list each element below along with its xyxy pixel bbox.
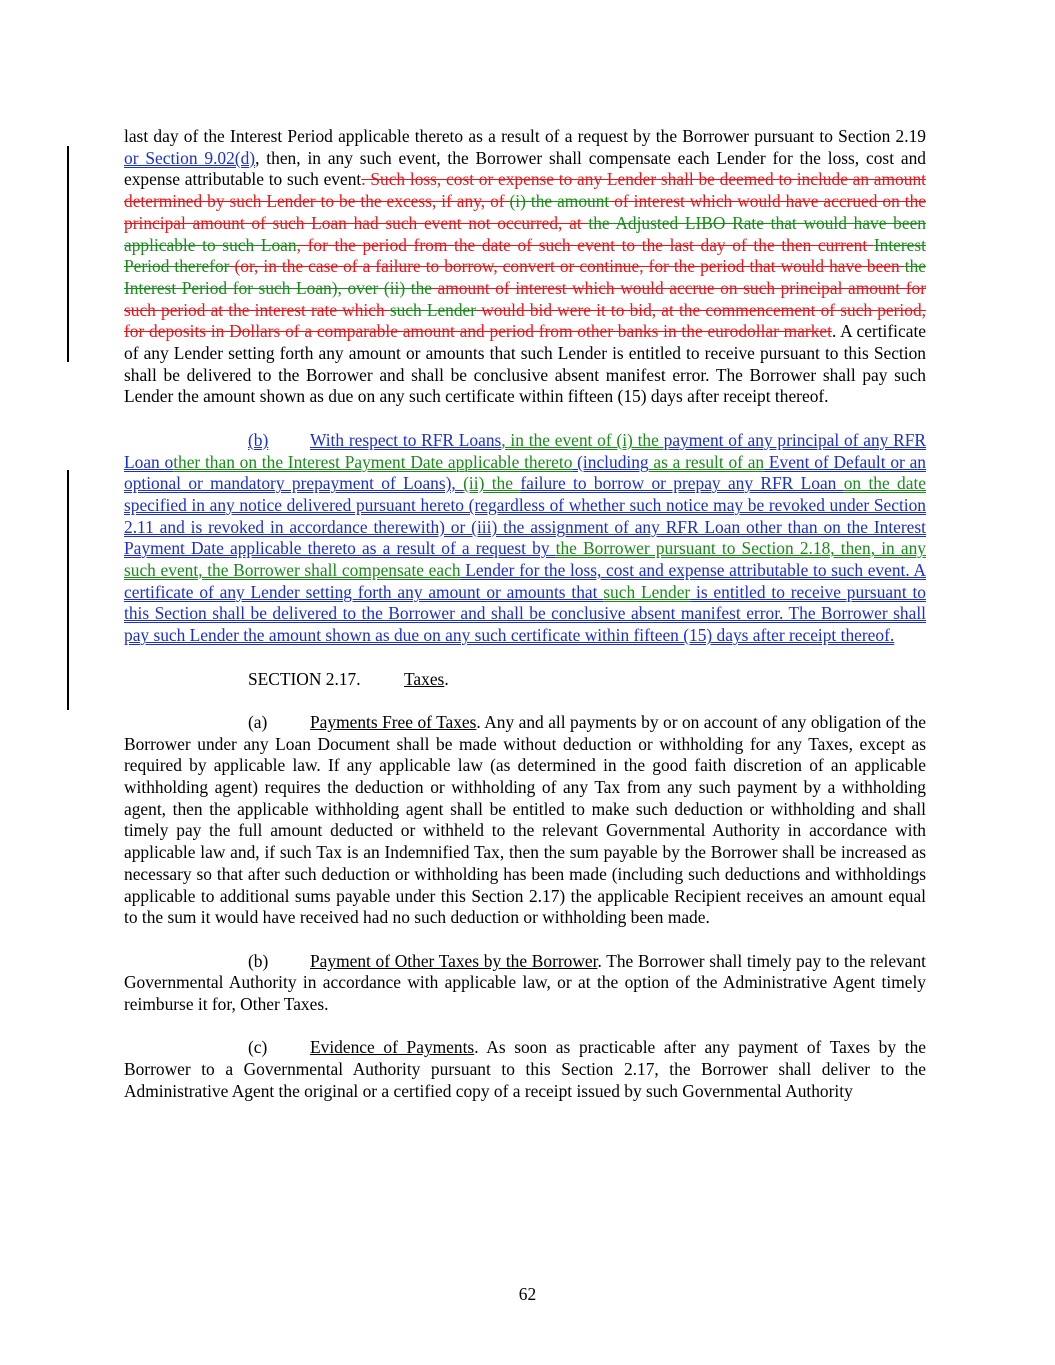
paragraph-a: (a) Payments Free of Taxes. Any and all payments by or on account of any obligation of the Borrower under any Loan Document shall be made without deduction or withholding for any Taxes, except as required by applicable law. If any applicable law (as determined in the good faith discretion of an applicable withholding agent) requires the deduction or withholding of any Tax from any such payment by a withholding agent, then the applicable withholding agent shall be entitled to make such deduction or withholding and shall timely pay the full amount deducted or withheld to the relevant Governmental Authority in accordance with applicable law and, if such Tax is an Indemnified Tax, then the sum payable by the Borrower shall be increased as necessary so that after such deduction or withholding has been made (including such deductions and withholdings applicable to additional sums payable under this Section 2.17) the applicable Recipient receives an amount equal to the sum it would have received had no such deduction or withholding been made. — [124, 711, 926, 928]
deletion: amount of interest which would accrue on such principal amount for such period at the interest rate which — [124, 277, 926, 320]
paragraph-b: (b) Payment of Other Taxes by the Borrower. The Borrower shall timely pay to the relevant Governmental Authority in accordance with applicable law, or at the option of the Administrative Agent timely reimburse it for, Other Taxes. — [124, 950, 926, 1015]
paragraph-heading: Payment of Other Taxes by the Borrower — [310, 950, 598, 971]
paragraph-rfr-loans: (b) With respect to RFR Loans, in the event of (i) the payment of any principal of any RFR Loan other than on the Interest Payment Date applicable thereto (including as a result of an Event of Default or an optional or mandatory prepayment of Loans), (ii) the failure to borrow or prepay any RFR Loan on the date specified in any notice delivered pursuant hereto (regardless of whether such notice may be revoked under Section 2.11 and is revoked in accordance therewith) or (iii) the assignment of any RFR Loan other than on the Interest Payment Date applicable thereto as a result of a request by the Borrower pursuant to Section 2.18, then, in any such event, the Borrower shall compensate each Lender for the loss, cost and expense attributable to such event. A certificate of any Lender setting forth any amount or amounts that such Lender is entitled to receive pursuant to this Section shall be delivered to the Borrower and shall be conclusive absent manifest error. The Borrower shall pay such Lender the amount shown as due on any such certificate within fifteen (15) days after receipt thereof. — [124, 429, 927, 646]
deletion: . Such loss, cost or expense to any Lender shall be deemed to include an amount determined by such Lender to be the excess, if any, of — [124, 169, 926, 212]
paragraph-continued: last day of the Interest Period applicable thereto as a result of a request by the Borrower pursuant to Section 2.19 or Section 9.02(d), then, in any such event, the Borrower shall compensate each Lender for the loss, cost and expense attributable to such event. Such loss, cost or expense to any Lender shall be deemed to include an amount determined by such Lender to be the excess, if any, of (i) the amount of interest which would have accrued on the principal amount of such Loan had such event not occurred, at the Adjusted LIBO Rate that would have been applicable to such Loan, for the period from the date of such event to the last day of the then current Interest Period therefor (or, in the case of a failure to borrow, convert or continue, for the period that would have been the Interest Period for such Loan), over (ii) the amount of interest which would accrue on such principal amount for such period at the interest rate which such Lender would bid were it to bid, at the commencement of such period, for deposits in Dollars of a comparable amount and period from other banks in the eurodollar market. A certificate of any Lender setting forth any amount or amounts that such Lender is entitled to receive pursuant to this Section shall be delivered to the Borrower and shall be conclusive absent manifest error. The Borrower shall pay such Lender the amount shown as due on any such certificate within fifteen (15) days after receipt thereof. — [124, 126, 926, 407]
moved-deletion: Interest Period therefor — [124, 234, 926, 277]
moved-deletion: the Interest Period for such Loan), over (ii) the — [124, 256, 926, 298]
page-number: 62 — [518, 1284, 537, 1304]
clause-label: (b) — [248, 429, 269, 450]
moved-deletion: (i) the amount — [509, 191, 610, 212]
paragraph-heading: Payments Free of Taxes — [310, 711, 477, 732]
paragraph-heading: Evidence of Payments — [310, 1037, 475, 1058]
deletion: would bid were it to bid, at the commencement of such period, for deposits in Dollars of a comparable amount and period from other banks in the eurodollar market — [124, 299, 926, 342]
moved-deletion: such Lender — [389, 299, 477, 320]
deletion: (or, in the case of a failure to borrow, convert or continue, for the period that would have been — [229, 256, 905, 277]
insertion: or Section 9.02(d) — [124, 147, 256, 168]
paragraph-c: (c) Evidence of Payments. As soon as practicable after any payment of Taxes by the Borrower to a Governmental Authority pursuant to this Section 2.17, the Borrower shall deliver to the Administrative Agent the original or a certified copy of a receipt issued by such Governmental Authority — [124, 1037, 926, 1101]
section-title: Taxes — [404, 668, 445, 689]
deletion: of interest which would have accrued on the principal amount of such Loan had such event not occurred, at — [124, 191, 926, 233]
change-bar-2 — [67, 470, 69, 710]
moved-deletion: the Adjusted LIBO Rate that would have been applicable to such Loan — [124, 212, 926, 255]
change-bar-1 — [67, 146, 69, 362]
document-page — [124, 126, 926, 1103]
deletion: , for the period from the date of such event to the last day of the then current — [296, 234, 874, 255]
section-heading: SECTION 2.17. Taxes. — [248, 668, 449, 689]
